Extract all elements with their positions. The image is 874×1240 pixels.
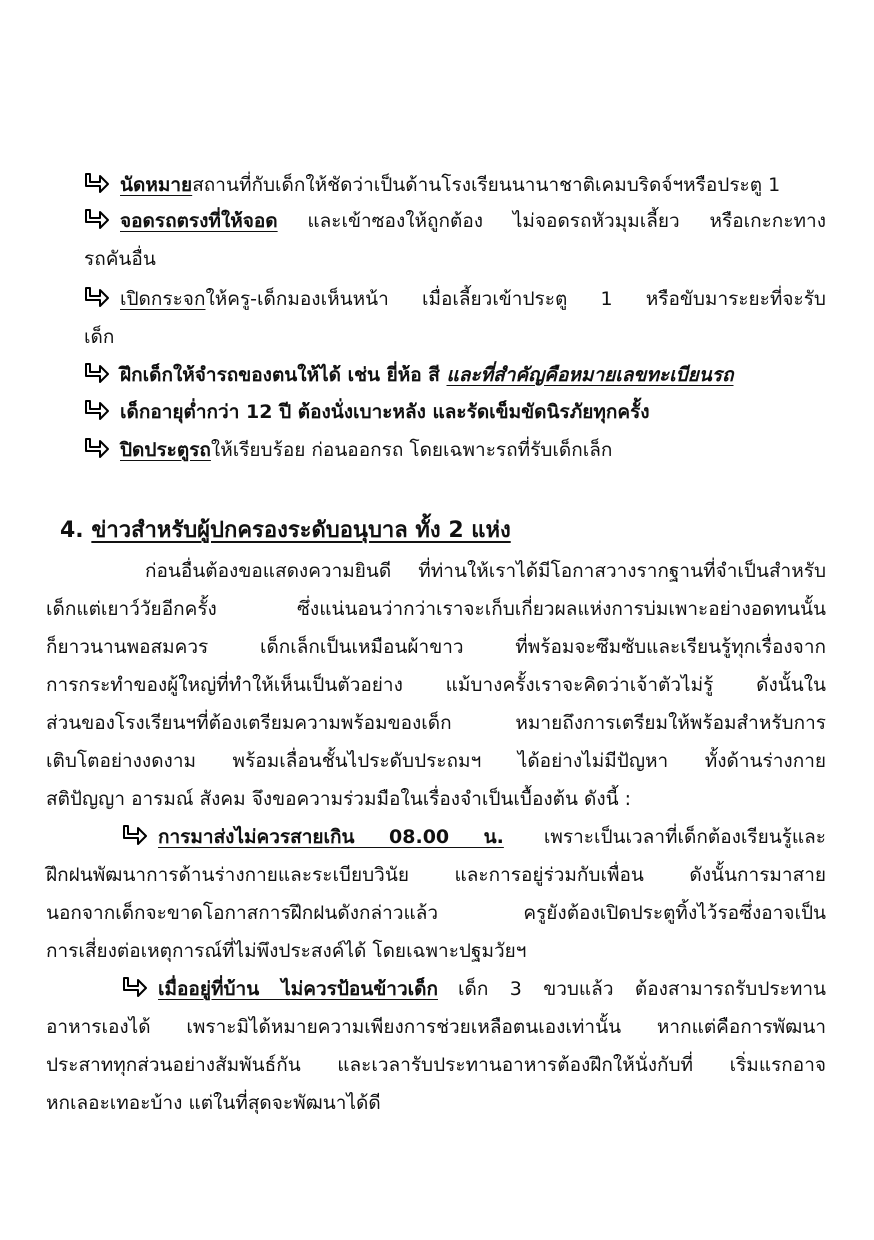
bullet-key: เปิดกระจก [120, 288, 206, 310]
bullet-key: นัดหมาย [120, 174, 193, 196]
bullet-text: และเข้าซองให้ถูกต้อง ไม่จอดรถหัวมุมเลี้ยว หรือเกะกะทาง [277, 210, 826, 232]
section-number: 4. [60, 518, 84, 543]
item-feeding [122, 976, 826, 1002]
bullet-backseat [84, 399, 650, 425]
bullet-close-door [84, 437, 612, 463]
section-title: ข่าวสำหรับผู้ปกครองระดับอนุบาล ทั้ง 2 แห่ง [91, 518, 511, 543]
bullet-window [84, 286, 826, 312]
arrow-bullet-icon [84, 286, 110, 308]
bullet-emphasis: และที่สำคัญคือหมายเลขทะเบียนรถ [446, 364, 734, 386]
bullet-text: ฝึกเด็กให้จำรถของตนให้ได้ เช่น ยี่ห้อ สี [120, 364, 447, 386]
paragraph-line: การกระทำของผู้ใหญ่ที่ทำให้เห็นเป็นตัวอย่าง แม้บางครั้งเราจะคิดว่าเจ้าตัวไม่รู้ ดังนั้นใน [46, 674, 826, 696]
bullet-text: สถานที่กับเด็กให้ชัดว่าเป็นด้านโรงเรียนนานาชาติเคมบริดจ์ฯหรือประตู 1 [192, 174, 781, 196]
paragraph-line: ส่วนของโรงเรียนฯที่ต้องเตรียมความพร้อมของเด็ก หมายถึงการเตรียมให้พร้อมสำหรับการ [46, 712, 826, 734]
arrow-bullet-icon [122, 976, 148, 998]
bullet-window-cont: เด็ก [84, 326, 115, 348]
paragraph-line: นอกจากเด็กจะขาดโอกาสการฝึกฝนดังกล่าวแล้ว ครูยังต้องเปิดประตูทิ้งไว้รอซึ่งอาจเป็น [46, 902, 826, 924]
arrow-bullet-icon [122, 824, 148, 846]
item-drop-off-time [122, 824, 826, 850]
paragraph-line: สติปัญญา อารมณ์ สังคม จึงขอความร่วมมือในเรื่องจำเป็นเบื้องต้น ดังนี้ : [46, 788, 632, 810]
bullet-remember-car [84, 362, 734, 388]
bullet-text: เด็กอายุต่ำกว่า 12 ปี ต้องนั่งเบาะหลัง และรัดเข็มขัดนิรภัยทุกครั้ง [120, 401, 650, 423]
paragraph-line: ก่อนอื่นต้องขอแสดงความยินดี ที่ท่านให้เราได้มีโอกาสวางรากฐานที่จำเป็นสำหรับ [145, 560, 826, 582]
bullet-text: ให้เรียบร้อย ก่อนออกรถ โดยเฉพาะรถที่รับเด็กเล็ก [210, 439, 613, 461]
bullet-appointment [84, 172, 780, 198]
arrow-bullet-icon [84, 362, 110, 384]
bullet-parking-cont: รถคันอื่น [84, 248, 156, 270]
paragraph-line: หกเลอะเทอะบ้าง แต่ในที่สุดจะพัฒนาได้ดี [46, 1092, 381, 1114]
arrow-bullet-icon [84, 437, 110, 459]
bullet-parking [84, 208, 826, 234]
item-key: การมาส่งไม่ควรสายเกิน 08.00 น. [158, 826, 504, 848]
section-heading [60, 516, 511, 546]
bullet-key: จอดรถตรงที่ให้จอด [120, 210, 278, 232]
item-key: เมื่ออยู่ที่บ้าน ไม่ควรป้อนข้าวเด็ก [158, 978, 438, 1000]
paragraph-line: ฝึกฝนพัฒนาการด้านร่างกายและระเบียบวินัย และการอยู่ร่วมกับเพื่อน ดังนั้นการมาสาย [46, 864, 826, 886]
paragraph-line: การเสี่ยงต่อเหตุการณ์ที่ไม่พึงประสงค์ได้ โดยเฉพาะปฐมวัยฯ [46, 940, 527, 962]
arrow-bullet-icon [84, 208, 110, 230]
paragraph-line: ประสาททุกส่วนอย่างสัมพันธ์กัน และเวลารับประทานอาหารต้องฝึกให้นั่งกับที่ เริ่มแรกอาจ [46, 1054, 826, 1076]
bullet-text: ให้ครู-เด็กมองเห็นหน้า เมื่อเลี้ยวเข้าประตู 1 หรือขับมาระยะที่จะรับ [205, 288, 826, 310]
paragraph-line: เด็กแต่เยาว์วัยอีกครั้ง ซึ่งแน่นอนว่ากว่าเราจะเก็บเกี่ยวผลแห่งการบ่มเพาะอย่างอดทนนั้น [46, 598, 826, 620]
paragraph-line: เติบโตอย่างงดงาม พร้อมเลื่อนชั้นไประดับประถมฯ ได้อย่างไม่มีปัญหา ทั้งด้านร่างกาย [46, 750, 826, 772]
paragraph-line: ก็ยาวนานพอสมควร เด็กเล็กเป็นเหมือนผ้าขาว ที่พร้อมจะซึมซับและเรียนรู้ทุกเรื่องจาก [46, 636, 826, 658]
arrow-bullet-icon [84, 399, 110, 421]
bullet-key: ปิดประตูรถ [120, 439, 211, 461]
paragraph-line: อาหารเองได้ เพราะมิได้หมายความเพียงการช่วยเหลือตนเองเท่านั้น หากแต่คือการพัฒนา [46, 1016, 826, 1038]
item-text: เด็ก 3 ขวบแล้ว ต้องสามารถรับประทาน [457, 978, 826, 1000]
item-text: เพราะเป็นเวลาที่เด็กต้องเรียนรู้และ [543, 826, 826, 848]
arrow-bullet-icon [84, 172, 110, 194]
